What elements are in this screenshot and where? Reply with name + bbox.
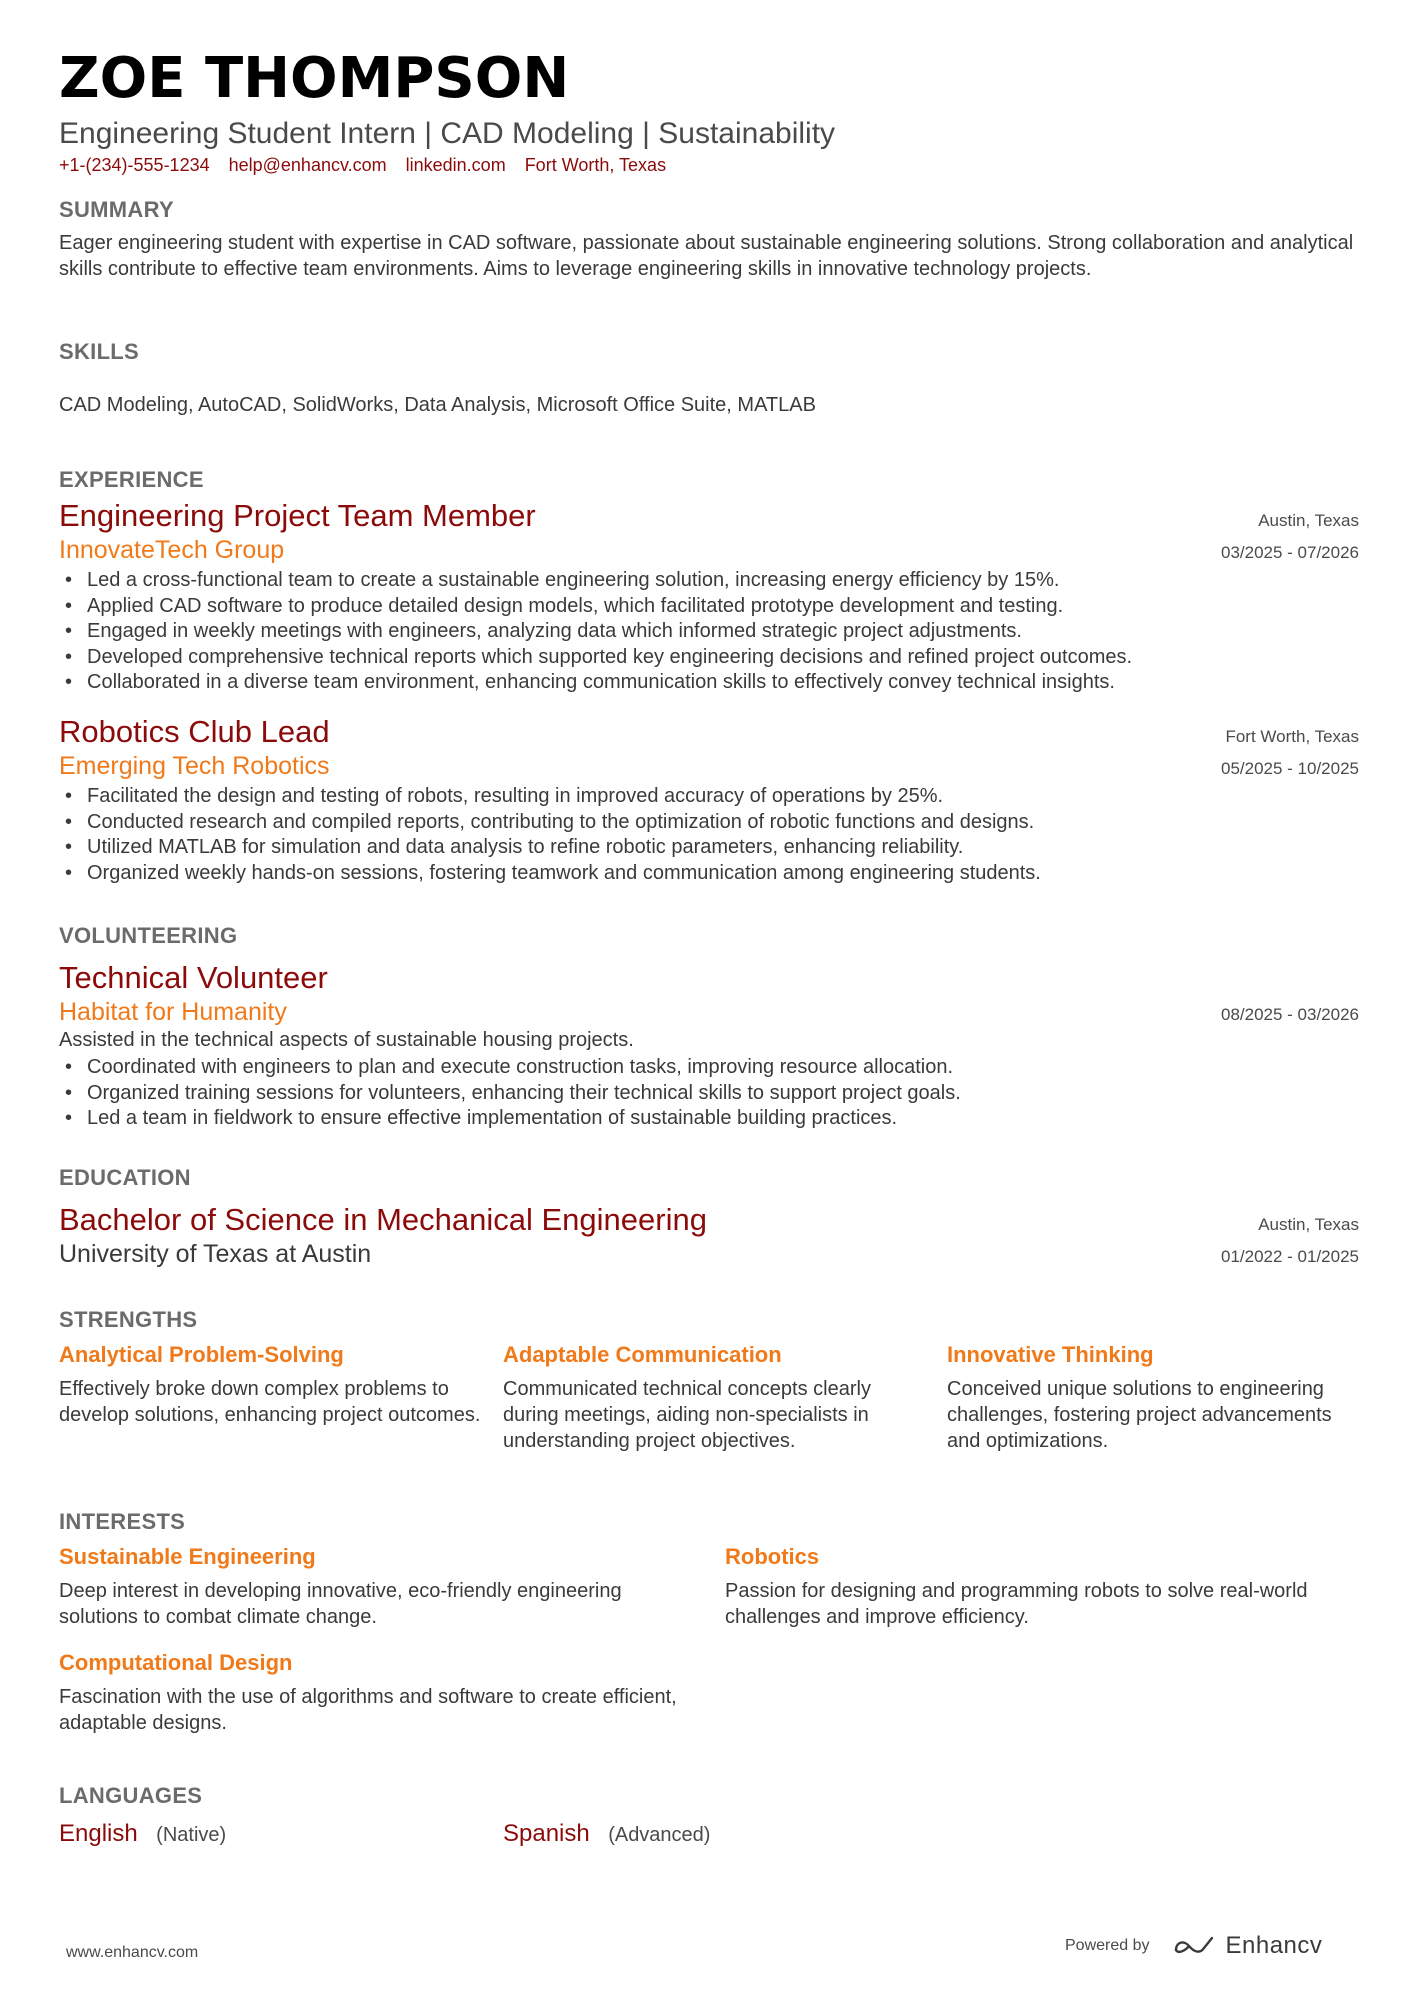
bullet-item: • Led a cross-functional team to create a sustainable engineering solution, increasing energy efficiency by 15%. [59,568,1359,594]
volunteering-section [59,922,1359,1132]
strength-description: Effectively broke down complex problems to develop solutions, enhancing project outcomes. [59,1378,481,1426]
volunteering-title: VOLUNTEERING [59,923,238,948]
brand-name: Enhancv [1225,1932,1323,1959]
language-item [503,1820,947,1848]
location-text: Fort Worth, Texas [524,155,667,175]
header [59,46,1359,178]
summary-title: SUMMARY [59,197,174,222]
candidate-name: ZOE THOMPSON [59,46,570,111]
education-section [59,1164,1359,1270]
bullet-item: • Facilitated the design and testing of robots, resulting in improved accuracy of operations by 25%. [59,784,1359,810]
language-name: Spanish [503,1820,590,1847]
interest-title: Sustainable Engineering [59,1544,316,1569]
company-name: InnovateTech Group [59,536,285,564]
bullet-item: • Applied CAD software to produce detailed design models, which facilitated prototype development and testing. [59,594,1359,620]
bullet-item: • Conducted research and compiled reports, contributing to the optimization of robotic functions and designs. [59,810,1359,836]
language-name: English [59,1820,138,1847]
interest-description: Deep interest in developing innovative, eco-friendly engineering solutions to combat climate change. [59,1580,622,1628]
strength-title: Innovative Thinking [947,1342,1154,1367]
degree-title: Bachelor of Science in Mechanical Engineering [59,1202,707,1237]
summary-section [59,196,1359,282]
interest-item [59,1542,725,1630]
summary-text: Eager engineering student with expertise in CAD software, passionate about sustainable engineering solutions. Strong collaboration and analytical skills contribute to effective team environments. Aims to leverage engineering skills in innovative technology projects. [59,232,1354,280]
interest-item [725,1542,1359,1630]
experience-section [59,466,1359,494]
interest-description: Fascination with the use of algorithms and software to create efficient, adaptable designs. [59,1686,677,1734]
interest-title: Robotics [725,1544,820,1569]
job-title: Robotics Club Lead [59,714,330,749]
bullet-item: • Organized training sessions for volunteers, enhancing their technical skills to support project goals. [59,1081,1359,1107]
strength-item [947,1340,1359,1454]
skills-section [59,338,1359,418]
experience-item [59,498,1359,696]
strength-title: Analytical Problem-Solving [59,1342,344,1367]
bullet-item: • Led a team in fieldwork to ensure effective implementation of sustainable building practices. [59,1106,1359,1132]
strengths-section [59,1306,1359,1454]
interest-title: Computational Design [59,1650,293,1675]
strengths-title: STRENGTHS [59,1307,198,1332]
bullet-item: • Engaged in weekly meetings with engineers, analyzing data which informed strategic project adjustments. [59,619,1359,645]
school-name: University of Texas at Austin [59,1240,372,1268]
bullet-item: • Utilized MATLAB for simulation and data analysis to refine robotic parameters, enhancing reliability. [59,835,1359,861]
interest-item [59,1648,725,1736]
experience-title: EXPERIENCE [59,467,204,492]
contact-info [59,152,1359,178]
volunteer-role: Technical Volunteer [59,960,328,995]
job-bullets [59,568,1359,696]
language-level: (Native) [156,1824,227,1846]
skills-text: CAD Modeling, AutoCAD, SolidWorks, Data Analysis, Microsoft Office Suite, MATLAB [59,394,816,416]
experience-item [59,714,1359,886]
language-level: (Advanced) [608,1824,711,1846]
bullet-item: • Collaborated in a diverse team environment, enhancing communication skills to effectively convey technical insights. [59,670,1359,696]
interests-section [59,1508,1359,1736]
job-location: Fort Worth, Texas [1225,727,1359,746]
interest-description: Passion for designing and programming robots to solve real-world challenges and improve efficiency. [725,1580,1308,1628]
interests-title: INTERESTS [59,1509,186,1534]
languages-title: LANGUAGES [59,1783,203,1808]
headline: Engineering Student Intern | CAD Modeling | Sustainability [59,117,836,150]
languages-grid [59,1820,1359,1848]
phone-link[interactable]: +1-(234)-555-1234 [59,155,210,175]
email-link[interactable]: help@enhancv.com [228,155,387,175]
company-name: Emerging Tech Robotics [59,752,330,780]
bullet-item: • Developed comprehensive technical reports which supported key engineering decisions and refined project outcomes. [59,645,1359,671]
brand-logo[interactable] [1172,1932,1323,1960]
languages-section [59,1782,1359,1848]
bullet-item: • Organized weekly hands-on sessions, fostering teamwork and communication among engineering students. [59,861,1359,887]
footer-branding [1065,1932,1322,1960]
footer-website-link[interactable]: www.enhancv.com [66,1944,199,1961]
strength-item [59,1340,503,1454]
job-bullets [59,784,1359,886]
volunteer-description: Assisted in the technical aspects of sustainable housing projects. [59,1029,634,1051]
job-dates: 03/2025 - 07/2026 [1220,543,1359,562]
volunteer-dates: 08/2025 - 03/2026 [1220,1005,1359,1024]
job-dates: 05/2025 - 10/2025 [1220,759,1359,778]
bullet-item: • Coordinated with engineers to plan and execute construction tasks, improving resource allocation. [59,1055,1359,1081]
skills-title: SKILLS [59,339,140,364]
enhancv-logo-icon [1172,1934,1216,1958]
linkedin-link[interactable]: linkedin.com [405,155,506,175]
job-location: Austin, Texas [1258,511,1359,530]
education-location: Austin, Texas [1258,1215,1359,1234]
strength-description: Communicated technical concepts clearly during meetings, aiding non-specialists in understanding project objectives. [503,1378,871,1452]
strengths-grid [59,1340,1359,1454]
education-title: EDUCATION [59,1165,191,1190]
language-item [59,1820,503,1848]
interests-grid [59,1542,1359,1736]
strength-item [503,1340,947,1454]
education-dates: 01/2022 - 01/2025 [1220,1247,1359,1266]
job-title: Engineering Project Team Member [59,498,536,533]
volunteer-bullets [59,1055,1359,1132]
strength-description: Conceived unique solutions to engineering challenges, fostering project advancements and optimizations. [947,1378,1332,1452]
strength-title: Adaptable Communication [503,1342,782,1367]
volunteer-organization: Habitat for Humanity [59,998,287,1026]
powered-by-text: Powered by [1065,1937,1150,1954]
